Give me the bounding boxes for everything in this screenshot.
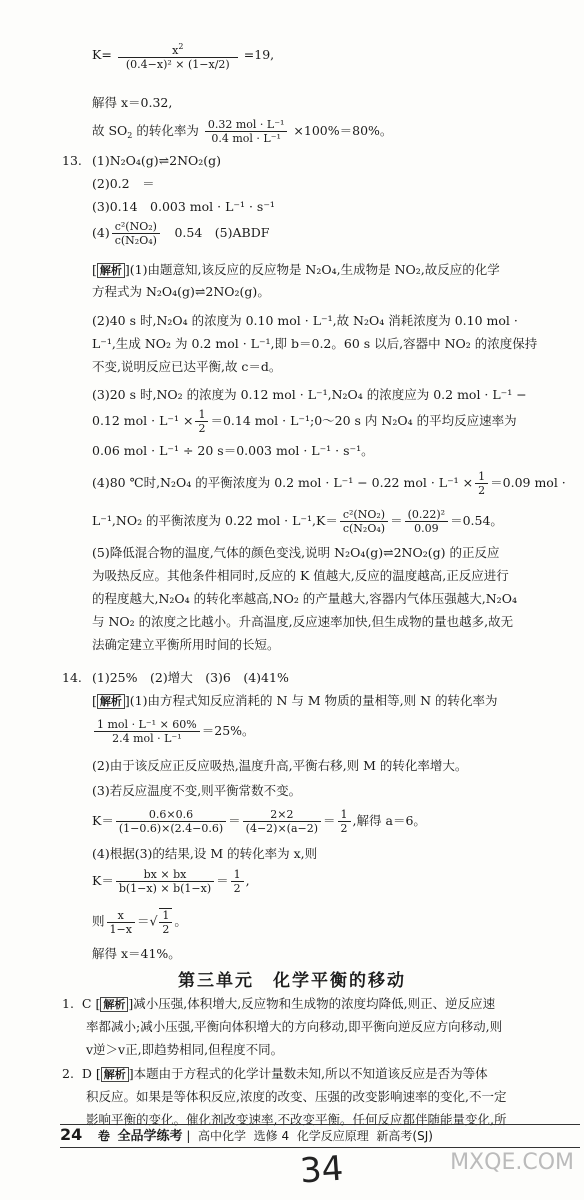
q13-analysis-4a: (4)80 ℃时,N₂O₄ 的平衡浓度为 0.2 mol · L⁻¹ − 0.22 mol · L⁻¹ × $\frac{1}{2}$ ＝0.09 mol ·	[92, 470, 566, 497]
q14-ratio-equation: 则 $\frac{x}{1-x}$ ＝√ $\frac{1}{2}$ 。	[92, 908, 187, 936]
q14-number: 14.	[62, 670, 82, 685]
page-number: 24	[60, 1125, 83, 1144]
q14-analysis-1: [ 解析 ](1)由方程式知反应消耗的 N 与 M 物质的量相等,则 N 的转化率为	[92, 693, 498, 708]
solve-line: 解得 x＝0.32,	[92, 95, 173, 110]
q14-analysis-1-fraction: 1 mol · L⁻¹ × 60% 2.4 mol · L⁻¹ ＝25%。	[92, 718, 255, 745]
q14-solution: 解得 x＝41%。	[92, 946, 181, 961]
footer-bar: 卷 全品学练考 | 高中化学 选修 4 化学反应原理 新高考(SJ)	[60, 1124, 580, 1148]
footer-juan: 卷	[97, 1129, 110, 1143]
q13-analysis-5b: 为吸热反应。其他条件相同时,反应的 K 值越大,反应的温度越高,正反应进行	[92, 568, 509, 583]
conversion-line: 故 $SO_2$ 的转化率为 0.32 mol · L⁻¹ 0.4 mol · L⁻¹ ×100%＝80%。	[92, 118, 393, 145]
q14-analysis-4: (4)根据(3)的结果,设 M 的转化率为 x,则	[92, 846, 318, 861]
k-equation-19: K= $\frac{x^2}{\text{(0.4−x)² × (1−x/2)}}$ =19,	[92, 42, 275, 71]
q1-line-1: 1. C [ 解析 ]减小压强,体积增大,反应物和生成物的浓度均降低,则正、逆反应速	[62, 996, 496, 1011]
watermark: MXQE.COM	[450, 1150, 574, 1175]
q13-analysis-4b: L⁻¹,NO₂ 的平衡浓度为 0.22 mol · L⁻¹,K＝ $\frac{\text{c²(NO₂)}}{\text{c(N₂O₄)}}$ ＝ $\frac{\text{(0.22)²}}{0.09}$ ＝0.54。	[92, 508, 503, 535]
q2-line-1: 2. D [ 解析 ]本题由于方程式的化学计量数未知,所以不知道该反应是否为等体	[62, 1066, 488, 1081]
q13-analysis-5a: (5)降低混合物的温度,气体的颜色变浅,说明 N₂O₄(g)⇌2NO₂(g) 的正反应	[92, 545, 500, 560]
q14-k-equation-1: K＝ $\frac{0.6\times 0.6}{(1-0.6)\times(2.4-0.6)}$ ＝ $\frac{2\times 2}{(4-2)\times(a-2)}$ ＝ $\frac{1}{2}$ ,解得 a＝6。	[92, 808, 426, 835]
q13-answer-3: (3)0.14 0.003 mol · L⁻¹ · s⁻¹	[92, 199, 275, 214]
q14-analysis-2: (2)由于该反应正反应吸热,温度升高,平衡右移,则 M 的转化率增大。	[92, 758, 468, 773]
q13-analysis-3c: 0.06 mol · L⁻¹ ÷ 20 s＝0.003 mol · L⁻¹ · s⁻¹。	[92, 443, 374, 458]
q13-analysis-3b: 0.12 mol · L⁻¹ × $\frac{1}{2}$ ＝0.14 mol · L⁻¹;0～20 s 内 N₂O₄ 的平均反应速率为	[92, 408, 517, 435]
q13-analysis-2b: L⁻¹,生成 NO₂ 为 0.2 mol · L⁻¹,即 b＝0.2。60 s 以后,容器中 NO₂ 的浓度保持	[92, 336, 538, 351]
q13-analysis-1a: [ 解析 ](1)由题意知,该反应的反应物是 N₂O₄,生成物是 NO₂,故反应的化学	[92, 262, 500, 277]
q1-line-3: v逆＞v正,即趋势相同,但程度不同。	[86, 1042, 284, 1057]
q13-analysis-5d: 与 NO₂ 的浓度之比越小。升高温度,反应速率加快,但生成物的量也越多,故无	[92, 614, 514, 629]
q14-answers: (1)25% (2)增大 (3)6 (4)41%	[92, 670, 289, 685]
q2-line-3: 影响平衡的变化。催化剂改变速率,不改变平衡。任何反应都伴随能量变化,所	[86, 1112, 507, 1127]
q14-k-equation-2: K＝ $\frac{bx \times bx}{b(1-x) \times b(1-x)}$ ＝ $\frac{1}{2}$ ,	[92, 868, 250, 895]
q13-answer-2: (2)0.2 ＝	[92, 176, 155, 191]
q13-number: 13.	[62, 153, 82, 168]
q13-analysis-3a: (3)20 s 时,NO₂ 的浓度为 0.12 mol · L⁻¹,N₂O₄ 的浓度应为 0.2 mol · L⁻¹ −	[92, 387, 527, 402]
footer-edition: 新高考(SJ)	[376, 1129, 433, 1143]
footer-title: 化学反应原理	[296, 1129, 369, 1143]
q14-analysis-3: (3)若反应温度不变,则平衡常数不变。	[92, 783, 302, 798]
unit-title: 第三单元 化学平衡的移动	[178, 971, 406, 991]
q13-answer-4: (4) $\frac{\text{c²(NO₂)}}{\text{c(N₂O₄)}}$ 0.54 (5)ABDF	[92, 220, 270, 247]
footer-book: 选修 4	[253, 1129, 290, 1143]
footer-brand: 全品学练考	[117, 1129, 183, 1144]
q13-analysis-5c: 的程度越大,N₂O₄ 的转化率越高,NO₂ 的产量越大,容器内气体压强越大,N₂O₄	[92, 591, 517, 606]
q1-line-2: 率都减小;减小压强,平衡向体积增大的方向移动,即平衡向逆反应方向移动,则	[86, 1019, 503, 1034]
q13-analysis-5e: 法确定建立平衡所用时间的长短。	[92, 637, 280, 652]
handwritten-number: 34	[298, 1148, 345, 1192]
q13-answer-1: (1)N₂O₄(g)⇌2NO₂(g)	[92, 153, 222, 168]
q13-analysis-2c: 不变,说明反应已达平衡,故 c＝d。	[92, 359, 282, 374]
footer-subject: 高中化学	[198, 1129, 247, 1143]
q13-analysis-2a: (2)40 s 时,N₂O₄ 的浓度为 0.10 mol · L⁻¹,故 N₂O₄ 消耗浓度为 0.10 mol ·	[92, 313, 518, 328]
q13-analysis-1b: 方程式为 N₂O₄(g)⇌2NO₂(g)。	[92, 284, 270, 299]
q2-line-2: 积反应。如果是等体积反应,浓度的改变、压强的改变影响速率的变化,不一定	[86, 1089, 507, 1104]
